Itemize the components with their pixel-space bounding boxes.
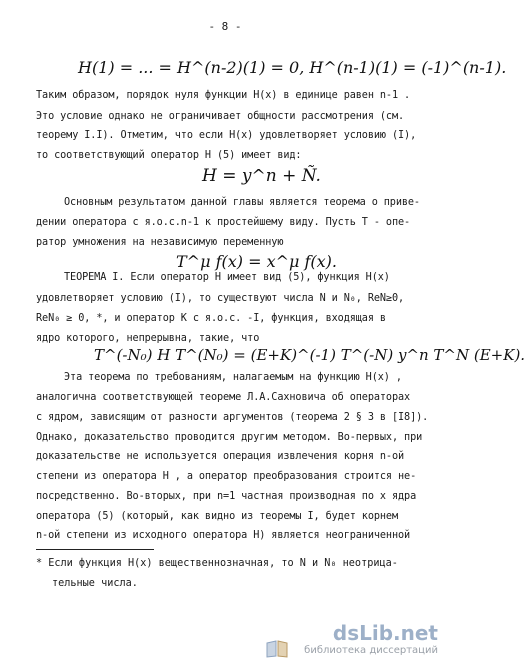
watermark[interactable] xyxy=(304,623,438,656)
text-line: n-ой степени из исходного оператора H) является неограниченной xyxy=(36,530,411,541)
formula-multiplication-operator: T^μ f(x) = x^μ f(x). xyxy=(176,252,337,271)
text-line: с ядром, зависящим от разности аргументов (теорема 2 § 3 в [I8]). xyxy=(36,412,429,423)
text-line: ратор умножения на независимую переменную xyxy=(36,237,284,248)
text-line: удовлетворяет условию (I), то существуют числа N и N₀, ReN≥0, xyxy=(36,293,405,304)
formula-boundary-conditions: H(1) = ... = H^(n-2)(1) = 0, H^(n-1)(1) = (-1)^(n-1). xyxy=(78,58,507,77)
theorem-heading-line: ТЕОРЕМА I. Если оператор H имеет вид (5), функция H(x) xyxy=(64,272,390,283)
text-line: Эта теорема по требованиям, налагаемым на функцию H(x) , xyxy=(64,372,402,383)
text-line: доказательстве не используется операция извлечения корня n-ой xyxy=(36,451,405,462)
footnote-line: * Если функция H(x) вещественнозначная, то N и N₀ неотрица- xyxy=(36,558,398,569)
text-line: дении оператора с я.о.с.n-1 к простейшему виду. Пусть T - опе- xyxy=(36,217,411,228)
text-line: теорему I.I). Отметим, что если H(x) удовлетворяет условию (I), xyxy=(36,130,417,141)
book-icon xyxy=(266,640,288,658)
text-line: оператора (5) (который, как видно из теоремы I, будет корнем xyxy=(36,511,399,522)
text-line: Таким образом, порядок нуля функции H(x) в единице равен n-1 . xyxy=(36,90,411,101)
page-number: - 8 - xyxy=(208,20,242,33)
watermark-subtitle: библиотека диссертаций xyxy=(304,645,438,656)
formula-theorem-identity: T^(-N₀) H T^(N₀) = (E+K)^(-1) T^(-N) y^n T^N (E+K). xyxy=(94,346,525,364)
watermark-logo[interactable]: dsLib.net xyxy=(332,621,438,645)
footnote-divider xyxy=(36,549,154,550)
text-line: посредственно. Во-вторых, при n=1 частная производная по x ядра xyxy=(36,491,417,502)
text-line: Это условие однако не ограничивает общности рассмотрения (см. xyxy=(36,111,405,122)
text-line: Однако, доказательство проводится другим методом. Во-первых, при xyxy=(36,432,423,443)
text-line: ядро которого, непрерывна, такие, что xyxy=(36,333,260,344)
text-line: ReN₀ ≥ 0, *, и оператор K с я.о.с. -I, функция, входящая в xyxy=(36,313,386,324)
text-line: аналогична соответствующей теореме Л.А.Сахновича об операторах xyxy=(36,392,411,403)
text-line: то соответствующий оператор H (5) имеет вид: xyxy=(36,150,302,161)
formula-operator-form: H = y^n + Ñ. xyxy=(202,166,321,186)
text-line: Основным результатом данной главы является теорема о приве- xyxy=(64,197,420,208)
text-line: степени из оператора H , а оператор преобразования строится не- xyxy=(36,471,417,482)
footnote-line: тельные числа. xyxy=(52,578,138,589)
